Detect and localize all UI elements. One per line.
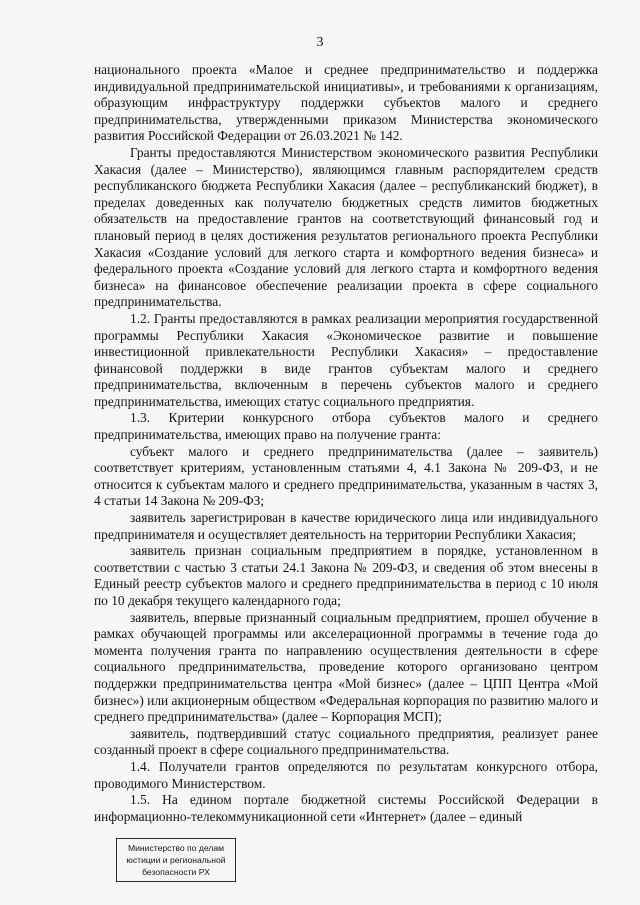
page-number: 3	[316, 35, 324, 50]
document-body	[94, 62, 598, 825]
paragraph-criterion-3: заявитель признан социальным предприятием в порядке, установленном в соответствии с частью 3 статьи 24.1 Закона № 209-ФЗ, и сведения об этом внесены в Единый реестр субъектов малого и среднего предпринимательства в период с 10 июля по 10 декабря текущего календарного года;	[94, 543, 598, 608]
paragraph-criterion-5: заявитель, подтвердивший статус социального предприятия, реализует ранее созданный проект в сфере социального предпринимательства.	[94, 725, 598, 758]
paragraph-criterion-4: заявитель, впервые признанный социальным предприятием, прошел обучение в рамках обучающей программы или акселерационной программы в течение года до момента получения гранта по направлению осуществления деятельности в сфере социального предпринимательства, проведение которого организовано центром поддержки предпринимательства центра «Мой бизнес» (далее – ЦПП Центра «Мой бизнес») или акционерным обществом «Федеральная корпорация по развитию малого и среднего предпринимательства» (далее – Корпорация МСП);	[94, 609, 598, 725]
paragraph-continuation: национального проекта «Малое и среднее предпринимательство и поддержка индивидуальной предпринимательской инициативы», и требованиями к организациям, образующим инфраструктуру поддержки субъектов малого и среднего предпринимательства, утвержденными приказом Министерства экономического развития Российской Федерации от 26.03.2021 № 142.	[94, 62, 598, 144]
stamp-line: Министерство по делам	[127, 843, 225, 853]
stamp-line: юстиции и региональной	[126, 855, 226, 865]
paragraph-1-4: 1.4. Получатели грантов определяются по результатам конкурсного отбора, проводимого Министерством.	[94, 758, 598, 791]
stamp-line: безопасности РХ	[142, 867, 210, 877]
paragraph-grants-provider: Гранты предоставляются Министерством экономического развития Республики Хакасия (далее – Министерство), являющимся главным распорядителем средств республиканского бюджета Республики Хакасия (далее – республиканский бюджет), в пределах доведенных как получателю бюджетных средств лимитов бюджетных обязательств на предоставление грантов на соответствующий финансовый год и плановый период в целях достижения результатов регионального проекта Республики Хакасия «Создание условий для легкого старта и комфортного ведения бизнеса» и федерального проекта «Создание условий для легкого старта и комфортного ведения бизнеса» на финансовое обеспечение реализации проекта в сфере социального предпринимательства.	[94, 144, 598, 310]
paragraph-1-2: 1.2. Гранты предоставляются в рамках реализации мероприятия государственной программы Республики Хакасия «Экономическое развитие и повышение инвестиционной привлекательности Республики Хакасия» – предоставление финансовой поддержки в виде грантов субъектам малого и среднего предпринимательства, включенным в перечень субъектов малого и среднего предпринимательства, имеющих статус социального предприятия.	[94, 310, 598, 409]
paragraph-criterion-1: субъект малого и среднего предпринимательства (далее – заявитель) соответствует критериям, установленным статьями 4, 4.1 Закона № 209-ФЗ, и не относится к субъектам малого и среднего предпринимательства, указанным в частях 3, 4 статьи 14 Закона № 209-ФЗ;	[94, 443, 598, 509]
ministry-stamp	[116, 838, 236, 882]
paragraph-1-3: 1.3. Критерии конкурсного отбора субъектов малого и среднего предпринимательства, имеющих право на получение гранта:	[94, 410, 598, 443]
paragraph-criterion-2: заявитель зарегистрирован в качестве юридического лица или индивидуального предпринимателя и осуществляет деятельность на территории Республики Хакасия;	[94, 510, 598, 542]
paragraph-1-5: 1.5. На едином портале бюджетной системы Российской Федерации в информационно-телекоммуникационной сети «Интернет» (далее – единый	[94, 792, 598, 824]
